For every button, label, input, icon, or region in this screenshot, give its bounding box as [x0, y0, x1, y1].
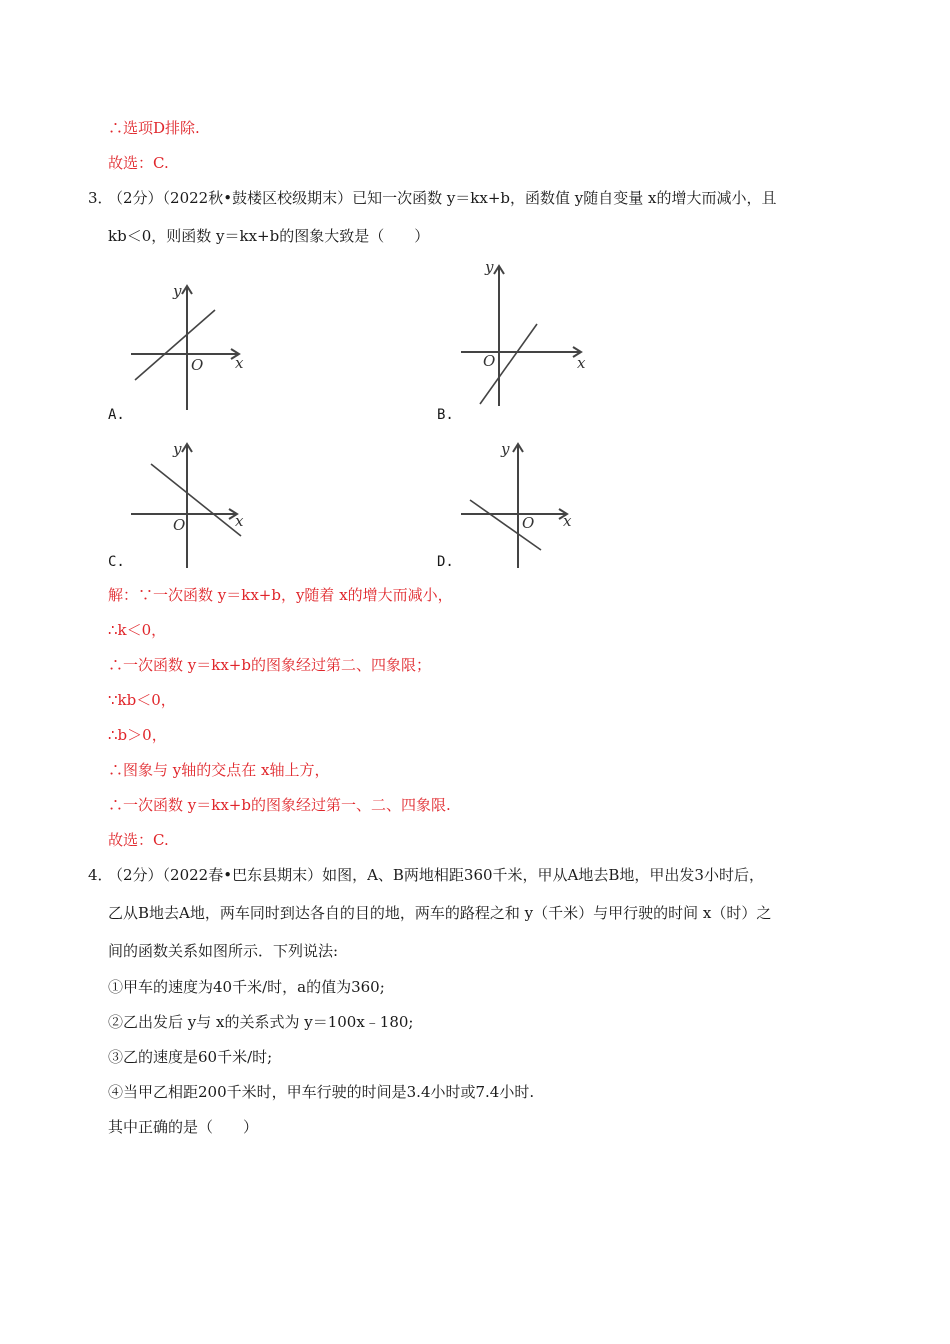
graph-d-origin-label: O: [522, 514, 535, 532]
option-a-label: A.: [108, 407, 125, 423]
prev-solution-line-1: ∴选项D排除.: [108, 119, 200, 137]
graph-a-x-label: x: [235, 354, 244, 372]
graph-option-c: [125, 438, 255, 570]
graph-a-y-label: y: [173, 282, 182, 300]
graph-option-d: [455, 438, 585, 570]
q4-item-1: ①甲车的速度为40千米/时，a的值为360;: [108, 978, 385, 996]
graph-c-x-label: x: [235, 512, 244, 530]
graph-c-y-label: y: [173, 440, 182, 458]
option-b-label: B.: [437, 407, 454, 423]
graph-option-b: [455, 256, 590, 408]
q4-item-4: ④当甲乙相距200千米时，甲车行驶的时间是3.4小时或7.4小时.: [108, 1083, 535, 1101]
q4-number: 4．: [88, 866, 113, 884]
q3-solution-line-5: ∴b＞0，: [108, 726, 167, 744]
graph-d-x-label: x: [563, 512, 572, 530]
prev-solution-answer: 故选：C.: [108, 154, 169, 172]
graph-option-a: [125, 278, 255, 413]
graph-b-x-label: x: [577, 354, 586, 372]
q4-ask: 其中正确的是（ ）: [108, 1118, 259, 1136]
q3-solution-line-4: ∵kb＜0，: [108, 691, 176, 709]
q3-stem-line-1: （2分）（2022秋•鼓楼区校级期末）已知一次函数 y＝kx+b，函数值 y随自变量 x的增大而减小，且: [108, 189, 777, 207]
q4-stem-line-2: 乙从B地去A地，两车同时到达各自的目的地，两车的路程之和 y（千米）与甲行驶的时间 x（时）之: [108, 904, 772, 922]
q4-item-3: ③乙的速度是60千米/时;: [108, 1048, 273, 1066]
q3-number: 3．: [88, 189, 113, 207]
option-d-label: D.: [437, 554, 454, 570]
q4-item-2: ②乙出发后 y与 x的关系式为 y＝100x﹣180;: [108, 1013, 414, 1031]
q3-solution-line-6: ∴图象与 y轴的交点在 x轴上方，: [108, 761, 330, 779]
graph-c-origin-label: O: [173, 516, 186, 534]
option-c-label: C.: [108, 554, 125, 570]
graph-d-y-label: y: [501, 440, 510, 458]
graph-b-y-label: y: [485, 258, 494, 276]
q3-solution-answer: 故选：C.: [108, 831, 169, 849]
q3-solution-line-7: ∴一次函数 y＝kx+b的图象经过第一、二、四象限.: [108, 796, 451, 814]
graph-b-origin-label: O: [483, 352, 496, 370]
q3-solution-line-2: ∴k＜0，: [108, 621, 167, 639]
q4-stem-line-1: （2分）（2022春•巴东县期末）如图，A、B两地相距360千米，甲从A地去B地，甲出发3小时后，: [108, 866, 764, 884]
q3-solution-line-1: 解：∵一次函数 y＝kx+b，y随着 x的增大而减小，: [108, 586, 453, 604]
q3-stem-line-2: kb＜0，则函数 y＝kx+b的图象大致是（ ）: [108, 227, 430, 245]
q3-solution-line-3: ∴一次函数 y＝kx+b的图象经过第二、四象限；: [108, 656, 431, 674]
q4-stem-line-3: 间的函数关系如图所示．下列说法:: [108, 942, 339, 960]
graph-a-origin-label: O: [191, 356, 204, 374]
